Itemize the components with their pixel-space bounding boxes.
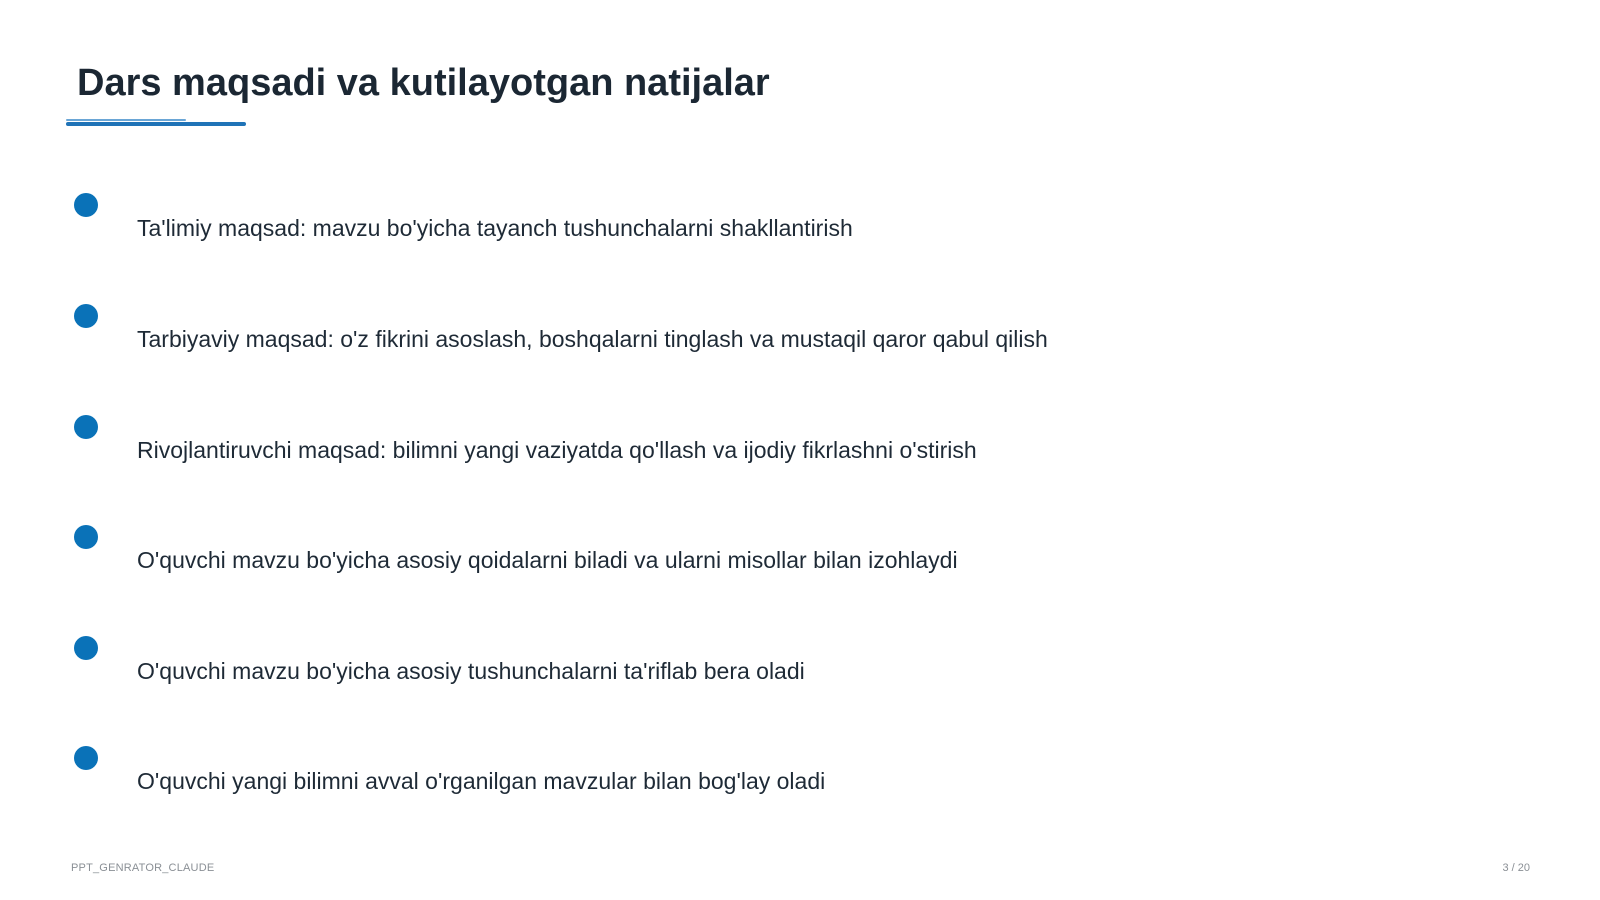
bullet-text: Rivojlantiruvchi maqsad: bilimni yangi vaziyatda qo'llash va ijodiy fikrlashni o'stirish xyxy=(137,437,977,463)
bullet-text: O'quvchi mavzu bo'yicha asosiy tushunchalarni ta'riflab bera oladi xyxy=(137,658,805,684)
page-indicator: 3 / 20 xyxy=(1502,862,1530,874)
list-item xyxy=(0,304,1500,364)
list-item xyxy=(0,746,1500,806)
bullet-text: Ta'limiy maqsad: mavzu bo'yicha tayanch tushunchalarni shakllantirish xyxy=(137,215,853,241)
bullet-dot-icon xyxy=(74,525,98,549)
footer-brand: PPT_GENRATOR_CLAUDE xyxy=(71,862,215,874)
bullet-dot-icon xyxy=(74,636,98,660)
list-item xyxy=(0,193,1500,253)
bullet-dot-icon xyxy=(74,193,98,217)
slide-title: Dars maqsadi va kutilayotgan natijalar xyxy=(77,62,770,104)
bullet-text: O'quvchi mavzu bo'yicha asosiy qoidalarni biladi va ularni misollar bilan izohlaydi xyxy=(137,547,958,573)
list-item xyxy=(0,415,1500,475)
bullet-text: Tarbiyaviy maqsad: o'z fikrini asoslash, boshqalarni tinglash va mustaqil qaror qabul qilish xyxy=(137,326,1048,352)
bullet-dot-icon xyxy=(74,304,98,328)
bullet-text: O'quvchi yangi bilimni avval o'rganilgan mavzular bilan bog'lay oladi xyxy=(137,768,826,794)
bullet-dot-icon xyxy=(74,415,98,439)
bullet-dot-icon xyxy=(74,746,98,770)
list-item xyxy=(0,525,1500,585)
list-item xyxy=(0,636,1500,696)
